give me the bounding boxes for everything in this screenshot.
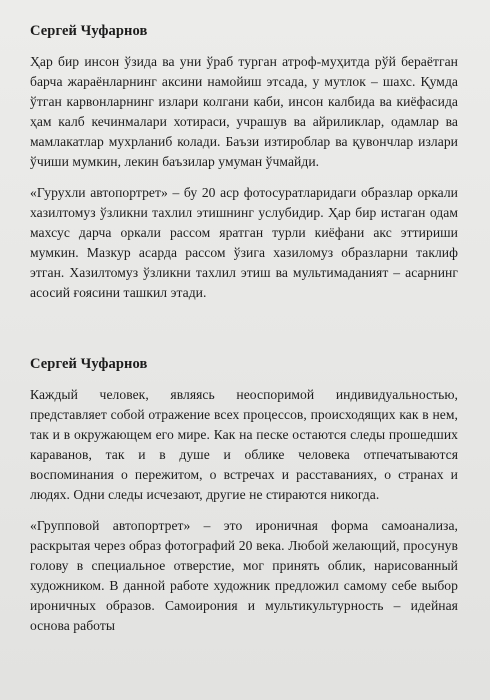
russian-text-block bbox=[30, 355, 458, 646]
author-name-russian: Сергей Чуфарнов bbox=[30, 356, 148, 372]
uzbek-text-block bbox=[30, 22, 458, 313]
uzbek-paragraph-2: «Гурухли автопортрет» – бу 20 аср фотосуратларидаги образлар оркали хазилтомуз ўзликни тахлил этишнинг услубидир. Ҳар бир истаган одам махсус дарча оркали рассом яратган турли киёфани акс эттириши мумкин. Мазкур асарда рассом ўзига хазиломуз образларни таклиф этган. Хазилтомуз ўзликни тахлил этиш ва мультимаданият – асарнинг асосий ғоясини ташкил этади. bbox=[30, 184, 458, 301]
russian-paragraph-2: «Групповой автопортрет» – это ироничная форма самоанализа, раскрытая через образ фотографий 20 века. Любой желающий, просунув голову в специальное отверстие, мог принять облик, нарисованный художником. В данной работе художник предложил самому себе выбор ироничных образов. Самоирония и мультикультурность – идейная основа работы bbox=[30, 517, 458, 634]
russian-paragraph-1: Каждый человек, являясь неоспоримой индивидуальностью, представляет собой отражение всех процессов, происходящих как в нем, так и в окружающем его мире. Как на песке остаются следы прошедших караванов, так и в душе и облике человека отпечатываются воспоминания о пережитом, о встречах и расставаниях, о странах и людях. Одни следы исчезают, другие не стираются никогда. bbox=[30, 387, 458, 503]
uzbek-paragraph-1: Ҳар бир инсон ўзида ва уни ўраб турган атроф-муҳитда рўй берaётган барча жараёнларнинг аксини намойиш этсада, у мутлок – шахс. Қумда ўтган карвонларнинг излари колгани каби, инсон калбида ва киёфасида ҳам калб кечинмалари хотираси, учрашув ва айриликлар, одамлар ва мамлакатлар мухрланиб колади. Баъзи изтироблар ва қувончлар излари ўчиши мумкин, лекин баъзилар умуман ўчмайди. bbox=[30, 54, 458, 170]
author-name-uzbek: Сергей Чуфарнов bbox=[30, 23, 148, 39]
